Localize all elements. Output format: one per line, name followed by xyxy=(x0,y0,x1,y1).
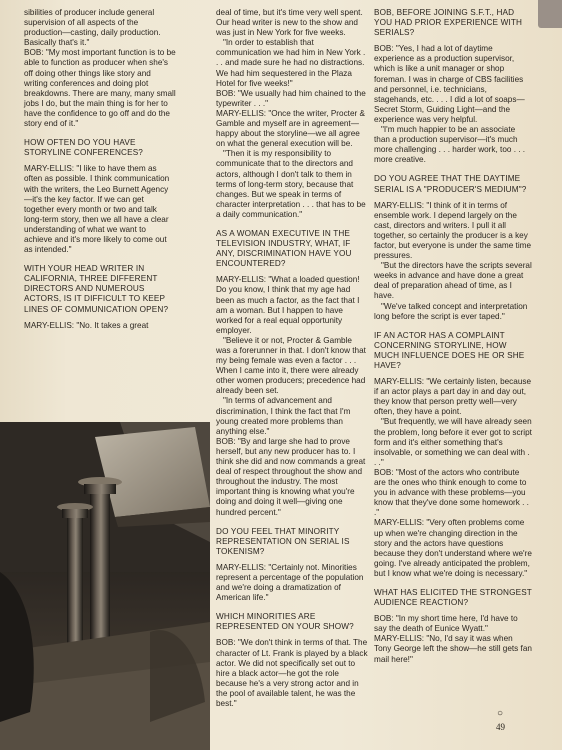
interview-answer-paragraph: "I'm much happier to be an associate than a production supervisor—it's much more challenging . . . harder work, too . . . more creative. xyxy=(374,125,526,165)
interview-answer-paragraph: "In terms of advancement and discrimination, I think the fact that I'm young created more problems than anything else." xyxy=(216,396,351,436)
interview-question: WITH YOUR HEAD WRITER IN CALIFORNIA, THREE DIFFERENT DIRECTORS AND NUMEROUS ACTORS, IS IT DIFFICULT TO KEEP LINES OF COMMUNICATION OPEN? xyxy=(24,264,169,314)
interview-question: IF AN ACTOR HAS A COMPLAINT CONCERNING STORYLINE, HOW MUCH INFLUENCE DOES HE OR SHE HAVE? xyxy=(374,330,525,370)
interview-answer-paragraph: BOB: "By and large she had to prove herself, but any new producer has to. I think she did and now commands a great deal of respect throughout the show and throughout the industry. The most important thing is knowing what you're doing and doing it well—giving one hundred percent." xyxy=(216,436,366,517)
interview-question: HOW OFTEN DO YOU HAVE STORYLINE CONFERENCES? xyxy=(24,138,144,158)
interview-answer-paragraph: "Believe it or not, Procter & Gamble was a forerunner in that. I don't know that my being female was even a factor . . . When I came into it, there were already other women producers; precedence had already been set. xyxy=(216,335,366,396)
interview-question: WHICH MINORITIES ARE REPRESENTED ON YOUR SHOW? xyxy=(216,612,354,632)
interview-answer-paragraph: MARY-ELLIS: "What a loaded question! Do you know, I think that my age had been as much a factor, as the fact that I am a woman. But I happen to have worked for a real equal opportunity employer. xyxy=(216,275,360,335)
interview-answer-paragraph: MARY-ELLIS: "No, I'd say it was when Tony George left the show—he still gets fan mail here!" xyxy=(374,634,532,664)
interview-answer-paragraph: MARY-ELLIS: "Once the writer, Procter & Gamble and myself are in agreement—happy about the storyline—we all agree on what the general execution will be. xyxy=(216,108,365,149)
text-column-right xyxy=(374,8,532,665)
interview-answer-paragraph: MARY-ELLIS: "No. It takes a great xyxy=(24,320,149,330)
interview-answer-paragraph: BOB: "Most of the actors who contribute are the ones who think enough to come to you in advance with these problems—you know that they've done some homework . . ." xyxy=(374,467,529,518)
interview-answer-paragraph: sibilities of producer include general supervision of all aspects of the production—casting, daily production. Basically that's it." xyxy=(24,8,161,48)
interview-question: DO YOU FEEL THAT MINORITY REPRESENTATION ON SERIAL IS TOKENISM? xyxy=(216,526,350,556)
interview-question: WHAT HAS ELICITED THE STRONGEST AUDIENCE REACTION? xyxy=(374,587,532,608)
interview-answer-paragraph: deal of time, but it's time very well spent. Our head writer is new to the show and was just in New York for five weeks. xyxy=(216,8,363,38)
interview-question: BOB, BEFORE JOINING S.F.T., HAD YOU HAD PRIOR EXPERIENCE WITH SERIALS? xyxy=(374,8,523,38)
page-number: 49 xyxy=(496,722,505,732)
text-column-middle xyxy=(216,8,368,709)
page-edge-tab xyxy=(538,0,562,28)
interview-answer-paragraph: BOB: "My most important function is to be able to function as producer when she's off doing other things like story and writing conferences and doing plot breakdowns. There are many, many small jobs I do, but the main thing is for her to have the confidence to go off and do the story end of it." xyxy=(24,48,176,129)
interview-answer-paragraph: MARY-ELLIS: "I like to have them as often as possible. I think communication with the writers, the Leo Burnett Agency—it's the key factor. If we can get together every month or two and talk long-term story, then we all have a clear understanding of what we want to achieve and it's more likely to come out as intended." xyxy=(24,164,170,255)
text-column-left xyxy=(24,8,176,331)
interview-question: DO YOU AGREE THAT THE DAYTIME SERIAL IS A "PRODUCER'S MEDIUM"? xyxy=(374,174,527,194)
interview-answer-paragraph: "We've talked concept and interpretation long before the script is ever taped." xyxy=(374,301,528,321)
interview-answer-paragraph: BOB: "In my short time here, I'd have to say the death of Eunice Wyatt." xyxy=(374,614,518,634)
interview-answer-paragraph: BOB: "We don't think in terms of that. The character of Lt. Frank is played by a black actor. We did not specifically set out to hire a black actor—he got the role because he's a very strong actor and in the pool of available talent, he was the best." xyxy=(216,638,368,708)
interview-answer-paragraph: "But frequently, we will have already seen the problem, long before it ever got to script form and it's either something that's insolvable, or something we can deal with . . ." xyxy=(374,417,532,467)
interview-answer-paragraph: MARY-ELLIS: "Certainly not. Minorities represent a percentage of the population and we're doing a dramatization of American life." xyxy=(216,562,364,603)
end-mark-icon: ○ xyxy=(497,708,504,719)
interview-answer-paragraph: MARY-ELLIS: "Very often problems come up when we're changing direction in the story and the actors have questions because they don't understand where we're going. I've already anticipated the problem, but I know what we're doing is necessary." xyxy=(374,518,532,578)
interview-answer-paragraph: MARY-ELLIS: "I think of it in terms of ensemble work. I depend largely on the cast, directors and writers. I pull it all together, so certainly the producer is a key factor, but everyone is under the same time pressures. xyxy=(374,200,532,261)
photo-lamp-columns xyxy=(0,422,210,750)
interview-answer-paragraph: "Then it is my responsibility to communicate that to the directors and actors, although I don't talk to them in terms of long-term story, because that changes. But we speak in terms of character interpretation . . . that has to be a daily communication." xyxy=(216,149,366,219)
interview-answer-paragraph: "In order to establish that communication we had him in New York . . . and made sure he had no distractions. We had him sequestered in the Plaza Hotel for five weeks!" xyxy=(216,38,366,88)
interview-answer-paragraph: "But the directors have the scripts several weeks in advance and have done a great deal of preparation ahead of time, as I have. xyxy=(374,261,532,301)
interview-answer-paragraph: MARY-ELLIS: "We certainly listen, because if an actor plays a part day in and day out, they know that person pretty well—very often, they have a point. xyxy=(374,377,532,417)
interview-answer-paragraph: BOB: "We usually had him chained to the typewriter . . ." xyxy=(216,88,366,108)
interview-question: AS A WOMAN EXECUTIVE IN THE TELEVISION INDUSTRY, WHAT, IF ANY, DISCRIMINATION HAVE YOU ENCOUNTERED? xyxy=(216,228,352,269)
interview-answer-paragraph: BOB: "Yes, I had a lot of daytime experience as a production supervisor, which is like a unit manager or shop foreman. I was in charge of CBS facilities and personnel, i.e. technicians, stagehands, etc. . . . I did a lot of soaps—Secret Storm, Guiding Light—and the experience was very helpful. xyxy=(374,44,525,124)
